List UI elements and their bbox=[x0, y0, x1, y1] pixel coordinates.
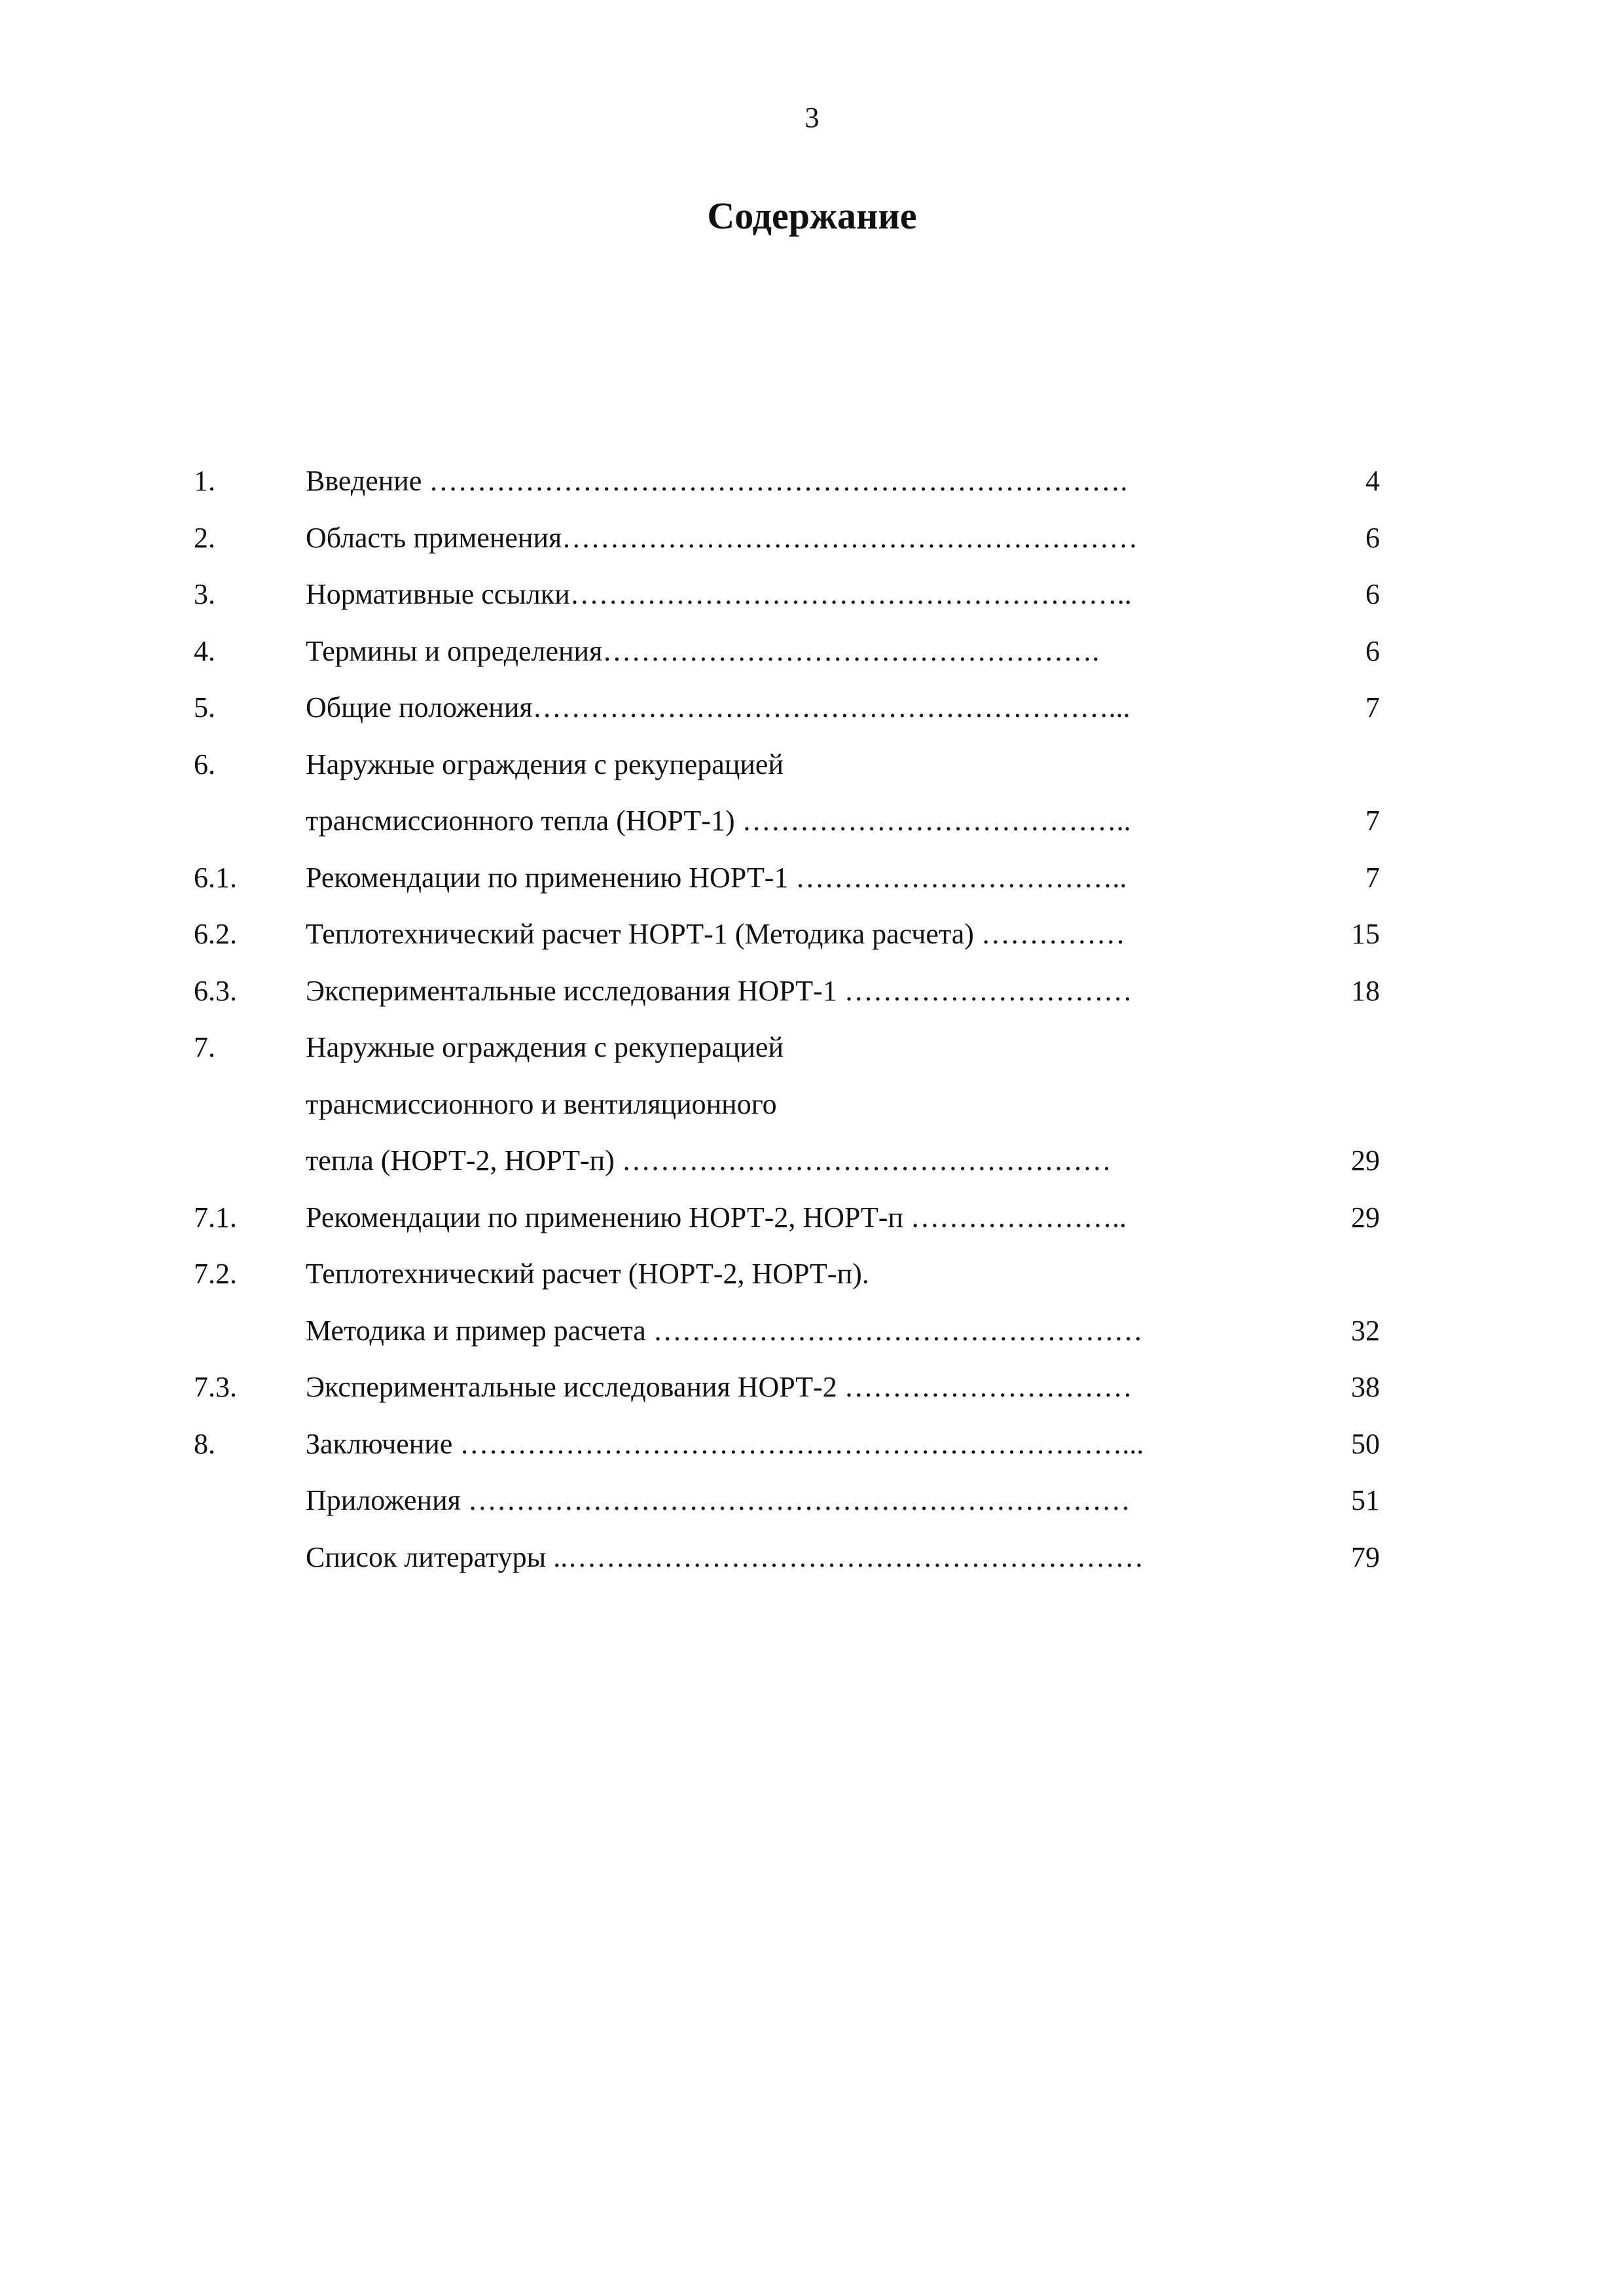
toc-entry-page: 51 bbox=[1351, 1484, 1380, 1516]
toc-entry-title: Область применения…………………………………………………… bbox=[306, 521, 1138, 554]
toc-entry-page: 7 bbox=[1365, 805, 1380, 837]
toc-entry bbox=[0, 1303, 1624, 1360]
toc-entry bbox=[0, 453, 1624, 510]
toc-entry bbox=[0, 1246, 1624, 1303]
toc-entry-title: трансмиссионного тепла (НОРТ-1) ………………………………….. bbox=[306, 805, 1131, 837]
toc-entry-page: 29 bbox=[1351, 1201, 1380, 1233]
toc-entry-page: 6 bbox=[1365, 521, 1380, 554]
toc-entry bbox=[0, 623, 1624, 680]
toc-entry bbox=[0, 566, 1624, 623]
toc-entry-number: 3. bbox=[194, 578, 215, 610]
toc-entry bbox=[0, 1359, 1624, 1416]
toc-entry-title: Термины и определения……………………………………………. bbox=[306, 634, 1100, 667]
toc-entry-title: Общие положения……………………………………………………... bbox=[306, 691, 1130, 723]
toc-entry-title: Список литературы ..…………………………………………………… bbox=[306, 1540, 1144, 1573]
toc-entry-page: 32 bbox=[1351, 1314, 1380, 1347]
toc-entry-page: 7 bbox=[1365, 691, 1380, 723]
toc-entry bbox=[0, 1133, 1624, 1190]
toc-entry-title: Рекомендации по применению НОРТ-1 …………………………….. bbox=[306, 861, 1127, 894]
toc-entry-number: 6.3. bbox=[194, 974, 237, 1007]
toc-entry-number: 7.2. bbox=[194, 1258, 237, 1290]
toc-entry-number: 5. bbox=[194, 691, 215, 723]
toc-entry-page: 15 bbox=[1351, 918, 1380, 950]
toc-entry-page: 79 bbox=[1351, 1540, 1380, 1573]
toc-entry-title: Наружные ограждения с рекуперацией bbox=[306, 1031, 784, 1063]
toc-entry bbox=[0, 1190, 1624, 1247]
toc-entry bbox=[0, 906, 1624, 963]
toc-entry-title: Методика и пример расчета …………………………………………… bbox=[306, 1314, 1143, 1347]
page-number: 3 bbox=[804, 101, 820, 134]
page-title: Содержание bbox=[707, 194, 917, 237]
toc-entry-title: тепла (НОРТ-2, НОРТ-п) …………………………………………… bbox=[306, 1144, 1111, 1176]
toc-entry-title: Рекомендации по применению НОРТ-2, НОРТ-п ………………….. bbox=[306, 1201, 1127, 1233]
toc-entry-title: Экспериментальные исследования НОРТ-1 ………………………… bbox=[306, 974, 1132, 1007]
toc-entry-number: 7. bbox=[194, 1031, 215, 1063]
toc-entry-number: 6.1. bbox=[194, 861, 237, 894]
toc-entry-number: 7.3. bbox=[194, 1371, 237, 1403]
toc-entry bbox=[0, 510, 1624, 567]
toc-entry-page: 4 bbox=[1365, 465, 1380, 497]
toc-entry-number: 2. bbox=[194, 521, 215, 554]
toc-entry-title: Экспериментальные исследования НОРТ-2 ………………………… bbox=[306, 1371, 1132, 1403]
toc-entry-number: 8. bbox=[194, 1427, 215, 1460]
toc-entry bbox=[0, 737, 1624, 793]
toc-entry bbox=[0, 1076, 1624, 1133]
toc-entry-number: 6. bbox=[194, 748, 215, 780]
toc-entry bbox=[0, 1529, 1624, 1586]
toc-entry-number: 4. bbox=[194, 634, 215, 667]
toc-entry bbox=[0, 1416, 1624, 1473]
toc-entry-title: Введение ………………………………………………………………. bbox=[306, 465, 1128, 497]
toc-entry-page: 6 bbox=[1365, 634, 1380, 667]
toc-entry-page: 29 bbox=[1351, 1144, 1380, 1176]
toc-entry-page: 50 bbox=[1351, 1427, 1380, 1460]
toc-entry-title: Теплотехнический расчет НОРТ-1 (Методика расчета) …………… bbox=[306, 918, 1125, 950]
toc-entry-title: трансмиссионного и вентиляционного bbox=[306, 1087, 777, 1120]
toc-entry bbox=[0, 1019, 1624, 1076]
table-of-contents bbox=[0, 453, 1624, 1586]
toc-entry-page: 6 bbox=[1365, 578, 1380, 610]
toc-entry-title: Заключение ……………………………………………………………... bbox=[306, 1427, 1144, 1460]
toc-entry-title: Нормативные ссылки………………………………………………….. bbox=[306, 578, 1132, 610]
toc-entry-title: Наружные ограждения с рекуперацией bbox=[306, 748, 784, 780]
toc-entry-title: Приложения …………………………………………………………… bbox=[306, 1484, 1130, 1516]
toc-entry-number: 7.1. bbox=[194, 1201, 237, 1233]
toc-entry-page: 38 bbox=[1351, 1371, 1380, 1403]
toc-entry-page: 18 bbox=[1351, 974, 1380, 1007]
toc-entry bbox=[0, 1472, 1624, 1529]
toc-entry-number: 6.2. bbox=[194, 918, 237, 950]
toc-entry-title: Теплотехнический расчет (НОРТ-2, НОРТ-п). bbox=[306, 1258, 869, 1290]
toc-entry-number: 1. bbox=[194, 465, 215, 497]
toc-entry-page: 7 bbox=[1365, 861, 1380, 894]
toc-entry bbox=[0, 850, 1624, 907]
toc-entry bbox=[0, 793, 1624, 850]
toc-entry bbox=[0, 680, 1624, 737]
toc-entry bbox=[0, 963, 1624, 1020]
